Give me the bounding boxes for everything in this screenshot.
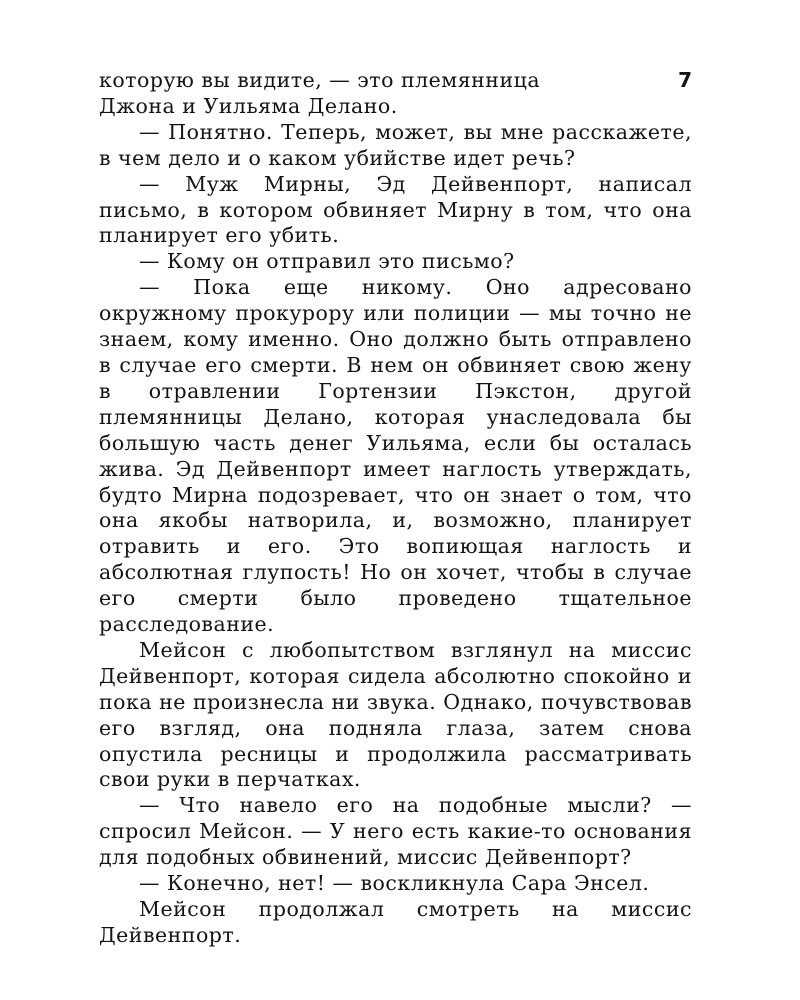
paragraph-dialogue: — Понятно. Теперь, может, вы мне расскажете, в чем дело и о каком убийстве идет речь? (99, 119, 692, 170)
paragraph-dialogue: — Пока еще никому. Оно адресовано окружному прокурору или полиции — мы точно не знаем, кому именно. Оно должно быть отправлено в случае его смерти. В нем он обвиняет свою жену в отравлении Гортензии Пэкстон, другой племянницы Делано, которая унаследовала бы большую часть денег Уильяма, если бы осталась жива. Эд Дейвенпорт имеет наглость утверждать, будто Мирна подозревает, что он знает о том, что она якобы натворила, и, возможно, планирует отравить и его. Это вопиющая наглость и абсолютная глупость! Но он хочет, чтобы в случае его смерти было проведено тщательное расследование. (99, 275, 692, 637)
page-number: 7 (678, 68, 692, 92)
paragraph-dialogue: — Муж Мирны, Эд Дейвенпорт, написал письмо, в котором обвиняет Мирну в том, что она планирует его убить. (99, 171, 692, 248)
paragraph-dialogue: — Что навело его на подобные мысли? — спросил Мейсон. — У него есть какие-то основания для подобных обвинений, миссис Дейвенпорт? (99, 793, 692, 870)
paragraph-dialogue: — Конечно, нет! — воскликнула Сара Энсел. (139, 871, 650, 896)
paragraph-narration: Мейсон с любопытством взглянул на миссис Дейвенпорт, которая сидела абсолютно спокойно и пока не произнесла ни звука. Однако, почувствовав его взгляд, она подняла глаза, затем снова опустила ресницы и продолжила рассматривать свои руки в перчатках. (99, 637, 692, 792)
paragraph-continued: Джона и Уильяма Делано. (99, 93, 398, 118)
book-page (99, 68, 692, 949)
paragraph-continued-first-line: которую вы видите, — это племянница (99, 68, 541, 92)
paragraph-narration: Мейсон продолжал смотреть на миссис Дейвенпорт. (99, 897, 692, 947)
paragraph-dialogue: — Кому он отправил это письмо? (139, 249, 515, 274)
